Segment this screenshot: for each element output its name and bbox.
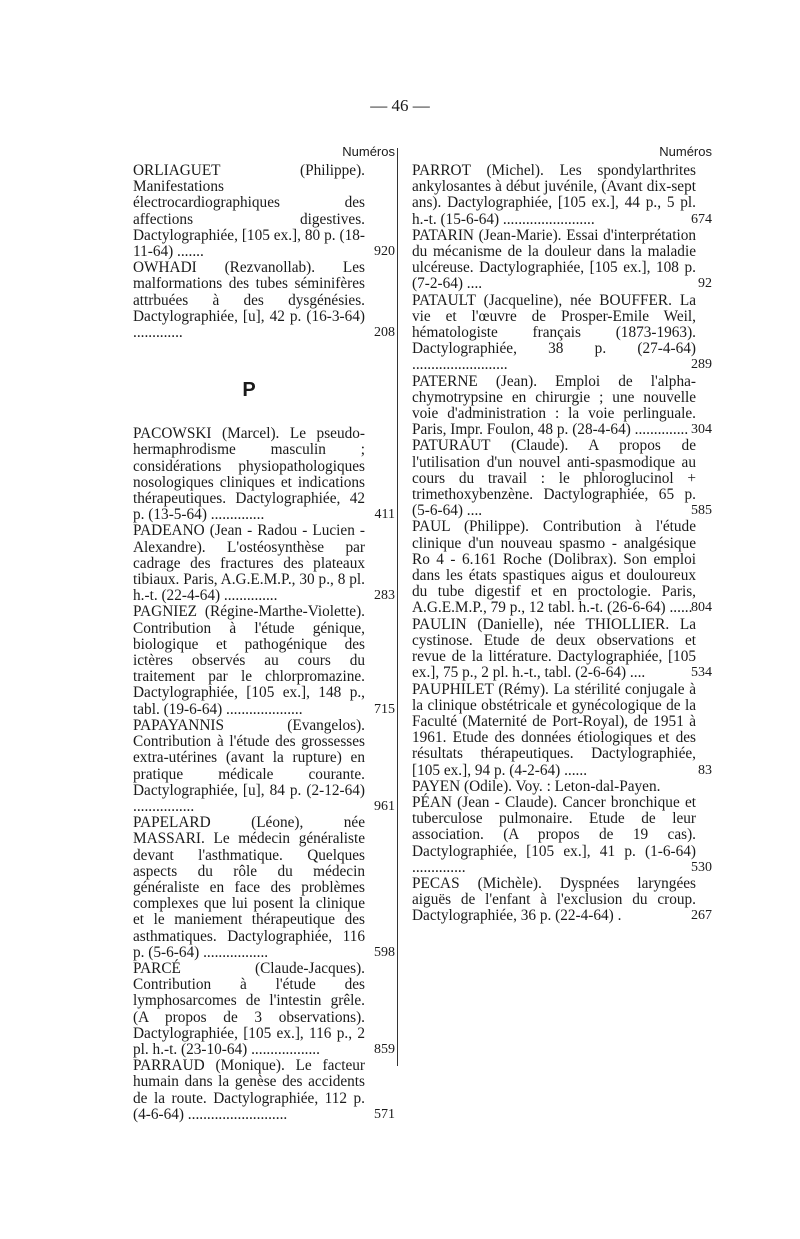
entry-name: OWHADI [133,259,197,277]
entry-name: PAPELARD [133,814,211,832]
entry-name: PAUL [412,518,450,536]
section-letter: P [242,379,256,402]
entry-name: PAPAYANNIS [133,716,224,734]
index-entry [133,716,395,815]
entry-name: PECAS [412,874,460,892]
index-entry [412,615,712,682]
entry-name: PATARIN [412,226,474,244]
entry-name: PADEANO [133,522,205,540]
entry-number: 859 [374,1041,395,1057]
entry-name: PACOWSKI [133,425,212,443]
entry-name: PAUPHILET [412,680,494,698]
column-header-right: Numéros [659,144,712,159]
entry-number: 208 [374,325,395,341]
index-entry [412,518,712,617]
entry-text: (Michèle). Dyspnées laryngées aiguës de l'enfant à l'exclusion du croup. Dactylographiée, 36 p. (22-4-64) . [412,874,696,925]
entry-number: 598 [374,944,395,960]
entry-text: (Danielle), née THIOLLIER. La cystinose. Etude de deux observations et revue de la littérature. Dactylographiée, [105 ex.], 75 p., 2 pl. h.-t., tabl. (2-6-64) .... [412,615,696,682]
entry-text: (Jean - Claude). Cancer bronchique et tuberculose pulmonaire. Etude de leur association. (A propos de 19 cas). Dactylographiée, [105 ex.], 41 p. (1-6-64) .............. [412,793,696,876]
entry-number: 534 [691,665,712,681]
index-entry [412,793,712,876]
index-entry [133,1057,395,1123]
entry-text: (Monique). Le facteur humain dans la genèse des accidents de la route. Dactylographiée, 112 p. (4-6-64) .......................... [133,1057,365,1123]
entry-number: 571 [374,1106,395,1122]
entry-text: (Michel). Les spondylarthrites ankylosantes à début juvénile, (Avant dix-sept ans). Dactylographiée, [105 ex.], 44 p., 5 pl. h.-t. (15-6-64) ........................ [412,162,696,228]
entry-number: 585 [691,503,712,519]
entry-text: (Régine-Marthe-Violette). Contribution à l'étude génique, biologique et pathogénique des ictères observés au cours du traitement par le chlorpromazine. Dactylographiée, [105 ex.], 148 p., tabl. (19-6-64) .................... [133,603,365,718]
entry-number: 411 [374,507,395,523]
index-entry [412,372,712,439]
entry-name: PAYEN [412,777,461,795]
entry-text: (Jean-Marie). Essai d'interprétation du mécanisme de la douleur dans la maladie ulcéreuse. Dactylographiée, [105 ex.], 108 p. (7-2-64) .... [412,226,696,293]
index-entry [133,425,395,524]
entry-number: 674 [691,211,712,227]
entry-number: 715 [374,701,395,717]
entry-number: 304 [691,422,712,438]
entry-text: (Claude). A propos de l'utilisation d'un nouvel anti-spasmodique au cours du travail : le phloroglucinol + trimethoxybenzène. Dactylographiée, 65 p. (5-6-64) .... [412,437,696,520]
entry-text: (Jacqueline), née BOUFFER. La vie et l'œuvre de Prosper-Emile Weil, hématologiste français (1873-1963). Dactylographiée, 38 p. (27-4-64) ......................... [412,291,696,374]
entry-text: (Odile). Voy. : Leton-dal-Payen. [460,777,661,795]
entry-text: (Philippe). Manifestations électrocardiographiques des affections digestives. Dactylographiée, [105 ex.], 80 p. (18-11-64) ....... [133,162,365,261]
entry-text: (Marcel). Le pseudo-hermaphrodisme masculin ; considérations physiopathologiques nosologiques cliniques et indications thérapeutiques. Dactylographiée, 42 p. (13-5-64) .............. [133,425,365,524]
entry-text: (Jean - Radou - Lucien - Alexandre). L'ostéosynthèse par cadrage des fractures des plateaux tibiaux. Paris, A.G.E.M.P., 30 p., 8 pl. h.-t. (22-4-64) .............. [133,522,365,605]
entry-name: PATAULT [412,291,476,309]
entry-number: 530 [691,859,712,875]
left-column [133,140,395,1123]
entry-text: (Evangelos). Contribution à l'étude des grossesses extra-utérines (avant la rupture) en pratique médicale courante. Dactylographiée, [u], 84 p. (2-12-64) ................ [133,716,365,815]
entry-number: 804 [691,600,712,616]
entry-text: (Rémy). La stérilité conjugale à la clinique obstétricale et gynécologique de la Faculté (Maternité de Port-Royal), de 1951 à 1961. Etude des données étiologiques et des résultats thérapeutiques. Dactylographiée, [105 ex.], 94 p. (4-2-64) ...... [412,680,696,779]
column-header-left: Numéros [342,144,395,159]
index-entry [412,874,712,925]
entry-name: PARROT [412,162,471,179]
entry-name: PÉAN [412,793,452,811]
entry-number: 267 [691,908,712,924]
index-entry [412,226,712,293]
index-entry [133,603,395,718]
entry-name: PATERNE [412,372,478,390]
index-entry [412,291,712,374]
entry-text: (Léone), née MASSARI. Le médecin généraliste devant l'asthmatique. Quelques aspects du rôle du médecin généraliste en face des problèmes complexes que lui posent la clinique et le maniement thérapeutique des asthmatiques. Dactylographiée, 116 p. (5-6-64) ................. [133,814,365,961]
entry-text: (Claude-Jacques). Contribution à l'étude des lymphosarcomes de l'intestin grêle. (A propos de 3 observations). Dactylographiée, [105 ex.], 116 p., 2 pl. h.-t. (23-10-64) .................. [133,959,365,1058]
index-entry [133,959,395,1058]
index-entry [133,522,395,605]
entry-name: PARRAUD [133,1057,205,1075]
index-entry [412,437,712,520]
entry-text: (Philippe). Contribution à l'étude clinique d'un nouveau spasmo - analgésique Ro 4 - 6.161 Roche (Dolibrax). Son emploi dans les états spastiques aigus et douloureux du tube digestif et en proctologie. Paris, A.G.E.M.P., 79 p., 12 tabl. h.-t. (26-6-64) ...... [412,518,696,617]
entry-number: 920 [374,244,395,260]
index-entry [412,680,712,779]
entry-name: ORLIAGUET [133,162,221,179]
entry-text: (Jean). Emploi de l'alpha-chymotrypsine en chirurgie ; une nouvelle voie d'administration : la voie perlinguale. Paris, Impr. Foulon, 48 p. (28-4-64) .............. [412,372,696,439]
page-number: — 46 — [370,96,430,115]
entry-name: PAGNIEZ [133,603,198,621]
index-entry [133,814,395,961]
entry-text: (Rezvanollab). Les malformations des tubes séminifères attrbuées à des dysgénésies. Dactylographiée, [u], 42 p. (16-3-64) ............. [133,259,365,342]
entry-number: 83 [698,762,712,778]
index-entry [412,162,712,228]
right-column [412,140,712,925]
entry-name: PARCÉ [133,959,181,977]
entry-name: PATURAUT [412,437,491,455]
index-entry [412,779,696,795]
entry-number: 92 [698,276,712,292]
entry-number: 961 [374,798,395,814]
entry-number: 283 [374,588,395,604]
index-entry [133,259,395,342]
entry-number: 289 [691,357,712,373]
column-divider [397,148,398,1066]
entry-name: PAULIN [412,615,467,633]
index-entry [133,162,395,261]
